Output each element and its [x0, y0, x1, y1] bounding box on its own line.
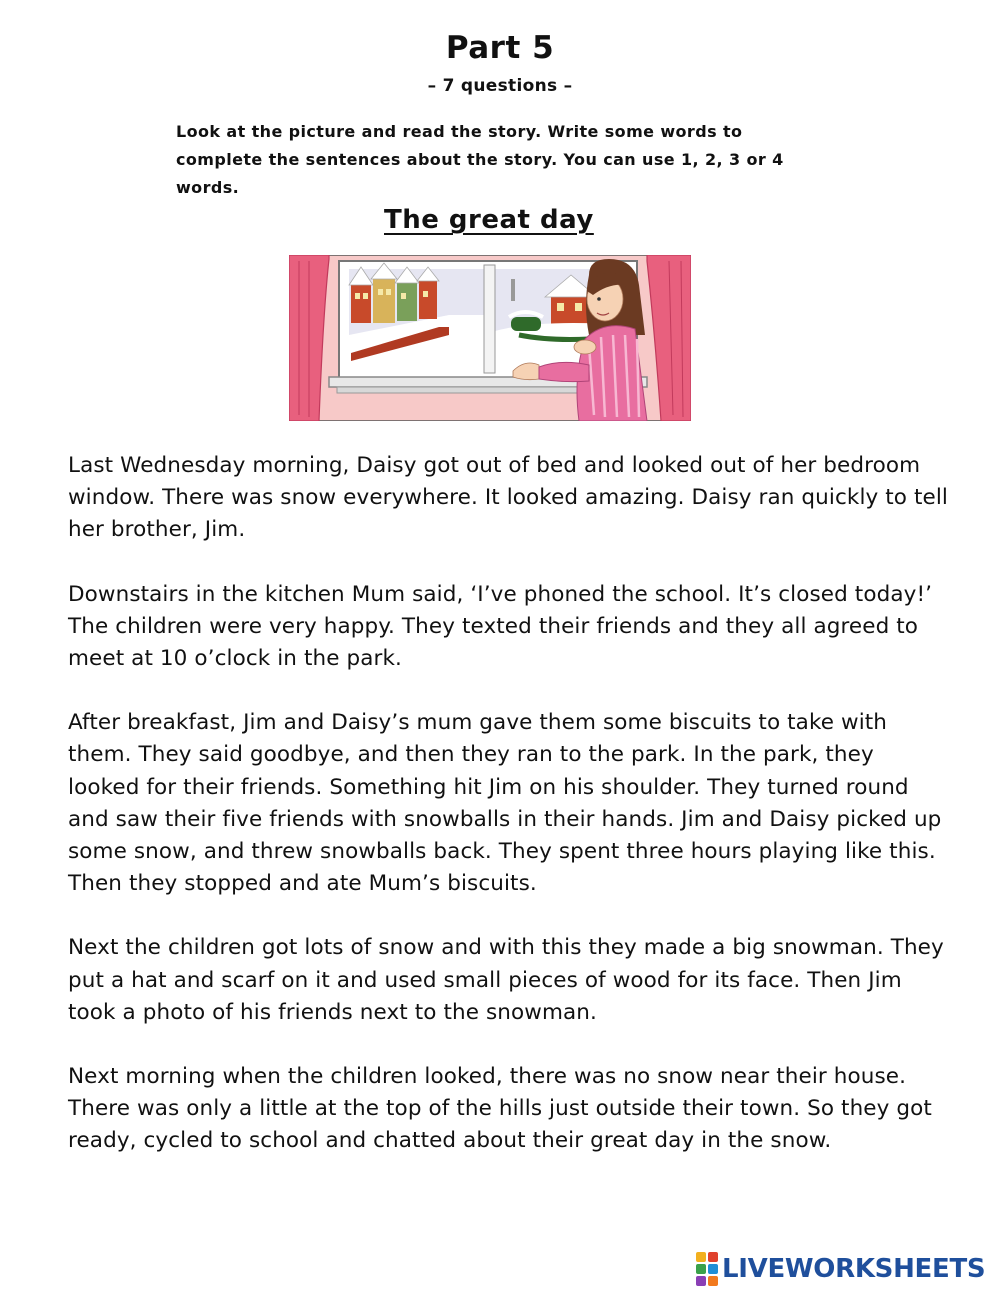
page-title: Part 5	[445, 30, 555, 66]
story-text	[68, 450, 948, 1190]
story-paragraph-3: After breakfast, Jim and Daisy’s mum gave them some biscuits to take with them. They said goodbye, and then they ran to the park. In the park, they looked for their friends. Something hit Jim on his shoulder. They turned round and saw their five friends with snowballs in their hands. Jim and Daisy picked up some snow, and threw snowballs back. They spent three hours playing like this. Then they stopped and ate Mum’s biscuits.	[68, 710, 942, 897]
logo-icon	[696, 1252, 718, 1286]
story-title: The great day	[384, 205, 594, 235]
story-paragraph-4: Next the children got lots of snow and with this they made a big snowman. They put a hat and scarf on it and used small pieces of wood for its face. Then Jim took a photo of his friends next to the snowman.	[68, 935, 944, 1025]
question-count: – 7 questions –	[427, 76, 573, 96]
story-paragraph-2: Downstairs in the kitchen Mum said, ‘I’ve phoned the school. It’s closed today!’ The children were very happy. They texted their friends and they all agreed to meet at 10 o’clock in the park.	[68, 581, 933, 672]
liveworksheets-logo	[696, 1252, 985, 1286]
story-paragraph-1: Last Wednesday morning, Daisy got out of bed and looked out of her bedroom window. There was snow everywhere. It looked amazing. Daisy ran quickly to tell her brother, Jim.	[68, 453, 949, 543]
logo-text: LIVEWORKSHEETS	[722, 1254, 986, 1284]
story-paragraph-5: Next morning when the children looked, there was no snow near their house. There was only a little at the top of the hills just outside their town. So they got ready, cycled to school and chatted about their great day in the snow.	[68, 1064, 932, 1154]
story-illustration	[289, 255, 691, 421]
instructions: Look at the picture and read the story. Write some words to complete the sentences about the story. You can use 1, 2, 3 or 4 words.	[176, 122, 784, 197]
